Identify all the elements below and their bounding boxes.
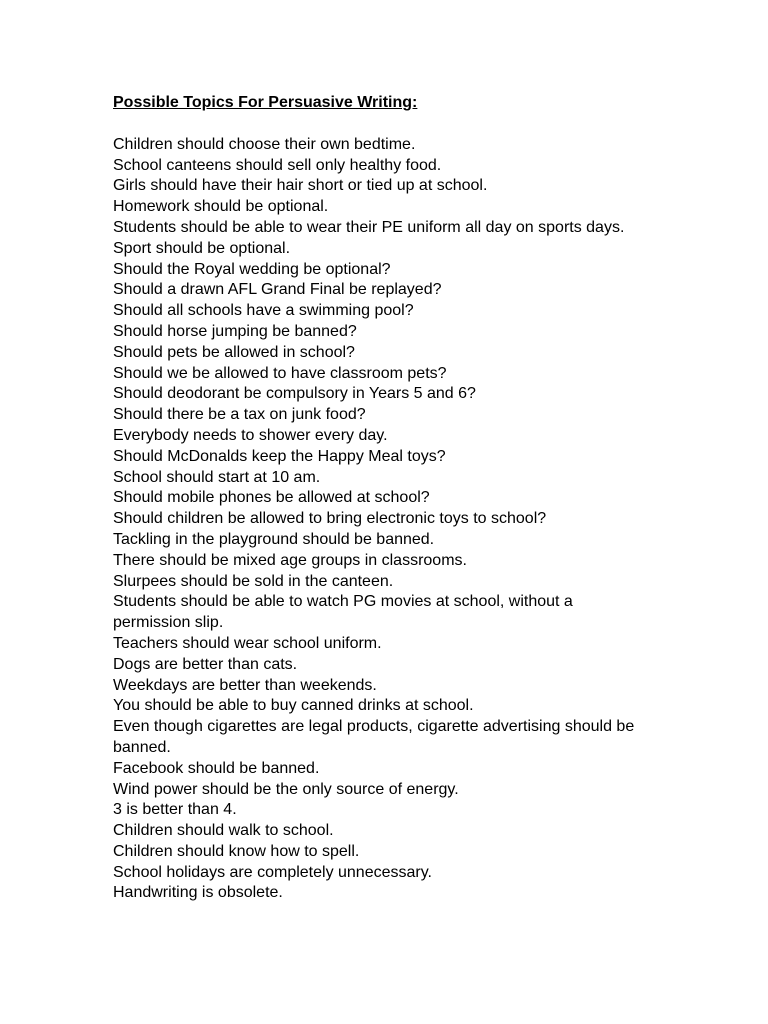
topic-item: You should be able to buy canned drinks at school. xyxy=(113,697,474,715)
topic-item: Should we be allowed to have classroom pets? xyxy=(113,364,447,382)
topic-item: Girls should have their hair short or tied up at school. xyxy=(113,177,488,195)
topic-item: Should mobile phones be allowed at school? xyxy=(113,489,430,507)
topic-item: Should all schools have a swimming pool? xyxy=(113,302,414,320)
topic-item: Students should be able to wear their PE uniform all day on sports days. xyxy=(113,218,625,236)
topic-item: Children should know how to spell. xyxy=(113,842,360,860)
topic-item: Children should choose their own bedtime. xyxy=(113,135,416,153)
topic-item: Sport should be optional. xyxy=(113,239,291,257)
topic-item: Should horse jumping be banned? xyxy=(113,322,357,340)
document-title: Possible Topics For Persuasive Writing: xyxy=(113,94,418,111)
topic-item: Slurpees should be sold in the canteen. xyxy=(113,572,394,590)
topic-item: There should be mixed age groups in classrooms. xyxy=(113,551,467,569)
topic-item: Should McDonalds keep the Happy Meal toys? xyxy=(113,447,446,465)
topic-item: Tackling in the playground should be banned. xyxy=(113,530,435,548)
topic-item: Everybody needs to shower every day. xyxy=(113,426,388,444)
topic-item: Dogs are better than cats. xyxy=(113,655,298,673)
topic-item: Should pets be allowed in school? xyxy=(113,343,355,361)
topic-item: Should there be a tax on junk food? xyxy=(113,406,366,424)
topic-item: Should the Royal wedding be optional? xyxy=(113,260,391,278)
topic-item: Homework should be optional. xyxy=(113,198,329,216)
topic-list xyxy=(113,135,653,904)
topic-item: Wind power should be the only source of energy. xyxy=(113,780,459,798)
topic-item: Should children be allowed to bring electronic toys to school? xyxy=(113,510,547,528)
topic-item: 3 is better than 4. xyxy=(113,801,237,819)
topic-item: Should a drawn AFL Grand Final be replayed? xyxy=(113,281,442,299)
topic-item: Handwriting is obsolete. xyxy=(113,884,283,902)
topic-item: Even though cigarettes are legal products, cigarette advertising should be banned. xyxy=(113,718,635,756)
topic-item: Children should walk to school. xyxy=(113,822,334,840)
topic-item: Teachers should wear school uniform. xyxy=(113,634,382,652)
topic-item: Students should be able to watch PG movies at school, without a permission slip. xyxy=(113,593,573,632)
topic-item: Should deodorant be compulsory in Years 5 and 6? xyxy=(113,385,476,403)
topic-item: Facebook should be banned. xyxy=(113,759,320,777)
topic-item: School should start at 10 am. xyxy=(113,468,321,486)
topic-item: School holidays are completely unnecessary. xyxy=(113,863,432,881)
document-page xyxy=(113,93,653,904)
topic-item: Weekdays are better than weekends. xyxy=(113,676,377,694)
topic-item: School canteens should sell only healthy food. xyxy=(113,156,442,174)
